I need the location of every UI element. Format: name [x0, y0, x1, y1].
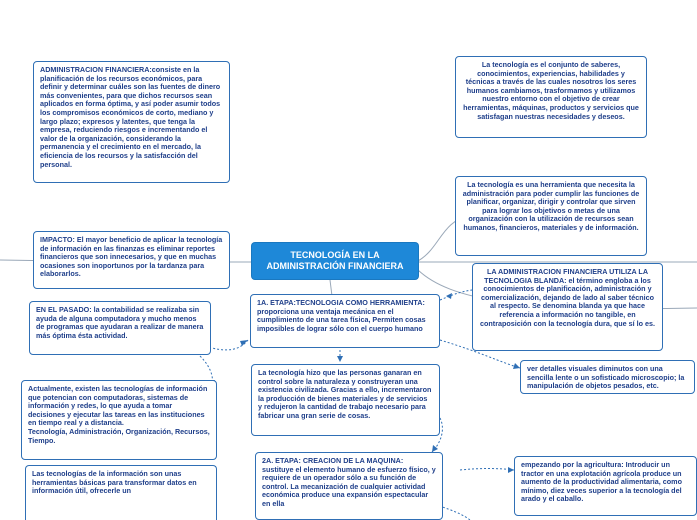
node-tecnologia-blanda[interactable]: LA ADMINISTRACION FINANCIERA UTILIZA LA TECNOLOGIA BLANDA: el término engloba a los conocimientos de planificación, administración y comercialización, dejando de lado al saber técnico al respecto. Se denomina blanda ya que hace referencia a información no tangible, en contraposición con la tecnología dura, que sí lo es. — [472, 263, 663, 351]
node-admin-financiera[interactable]: ADMINISTRACION FINANCIERA:consiste en la planificación de los recursos económicos, para definir y determinar cuáles son las fuentes de dinero más convenientes, para que dichos recursos sean aplicados en forma óptima, y así poder asumir todos los compromisos económicos de corto, mediano y largo plazo; expresos y latentes, que tenga la empresa, reduciendo riesgos e incrementando el valor de la organización, considerando la permanencia y el crecimiento en el mercado, la eficiencia de los recursos y la satisfacción del personal. — [33, 61, 230, 183]
node-tecnologia-herramienta[interactable]: La tecnología es una herramienta que necesita la administración para poder cumplir las funciones de planificar, organizar, dirigir y controlar que sirven para lograr los objetivos o metas de una organización con la utilización de recursos sean humanos, financieros, materiales y de información. — [455, 176, 647, 256]
arrowhead — [240, 340, 248, 346]
node-tecnologia-personas[interactable]: La tecnología hizo que las personas ganaran en control sobre la naturaleza y construyeran una existencia civilizada. Gracias a ello, incrementaron la producción de bienes materiales y de servicios y redujeron la cantidad de trabajo necesario para fabricar una gran serie de cosas. — [251, 364, 440, 436]
arrowhead — [337, 356, 343, 362]
node-tecnologias-informacion[interactable]: Las tecnologías de la información son unas herramientas básicas para transformar datos en información útil, ofrecerle un — [25, 465, 217, 520]
node-agricultura[interactable]: empezando por la agricultura: Introducir un tractor en una explotación agrícola produce un aumento de la productividad alimentaria, como mínimo, diez veces superior a la tecnología del arado y el caballo. — [514, 456, 697, 516]
arrowhead — [513, 363, 520, 369]
node-tecnologia-saberes[interactable]: La tecnología es el conjunto de saberes, conocimientos, experiencias, habilidades y técnicas a través de las cuales nosotros los seres humanos cambiamos, trasformamos y utilizamos nuestro entorno con el objetivo de crear herramientas, máquinas, productos y servicios que satisfagan nuestras necesidades y deseos. — [455, 56, 647, 138]
arrowhead — [446, 293, 452, 299]
node-etapa-2a[interactable]: 2A. ETAPA: CREACION DE LA MAQUINA: sustituye el elemento humano de esfuerzo físico, y requiere de un operador sólo a su función de control. La mecanización de cualquier actividad económica produce una expansión espectacular en ella — [255, 452, 443, 520]
node-en-el-pasado[interactable]: EN EL PASADO: la contabilidad se realizaba sin ayuda de alguna computadora y mucho menos de programas que ayudaran a realizar de manera más óptima ésta actividad. — [29, 301, 211, 355]
node-impacto[interactable]: IMPACTO: El mayor beneficio de aplicar la tecnología de información en las finanzas es eliminar reportes financieros que son innecesarios, y que en muchas ocasiones son inoportunos por la tardanza para elaborarlos. — [33, 231, 230, 289]
node-etapa-1a[interactable]: 1A. ETAPA:TECNOLOGIA COMO HERRAMIENTA: proporciona una ventaja mecánica en el cumplimiento de una tarea física, Permiten cosas imposibles de lograr sólo con el cuerpo humano — [250, 294, 440, 348]
node-actualmente[interactable]: Actualmente, existen las tecnologías de información que potencian con computadoras, sistemas de información y redes, lo que ayuda a tomar decisiones y ejecutar las tareas en las instituciones en tiempo real y a distancia. Tecnología, Administración, Organización, Recursos, Tiempo. — [21, 380, 217, 460]
connector-etapa2-agricultura — [460, 469, 514, 471]
central-topic[interactable]: TECNOLOGÍA EN LA ADMINISTRACIÓN FINANCIERA — [252, 243, 418, 279]
node-detalles-visuales[interactable]: ver detalles visuales diminutos con una sencilla lente o un sofisticado microscopio; la manipulación de objetos pesados, etc. — [520, 360, 695, 394]
